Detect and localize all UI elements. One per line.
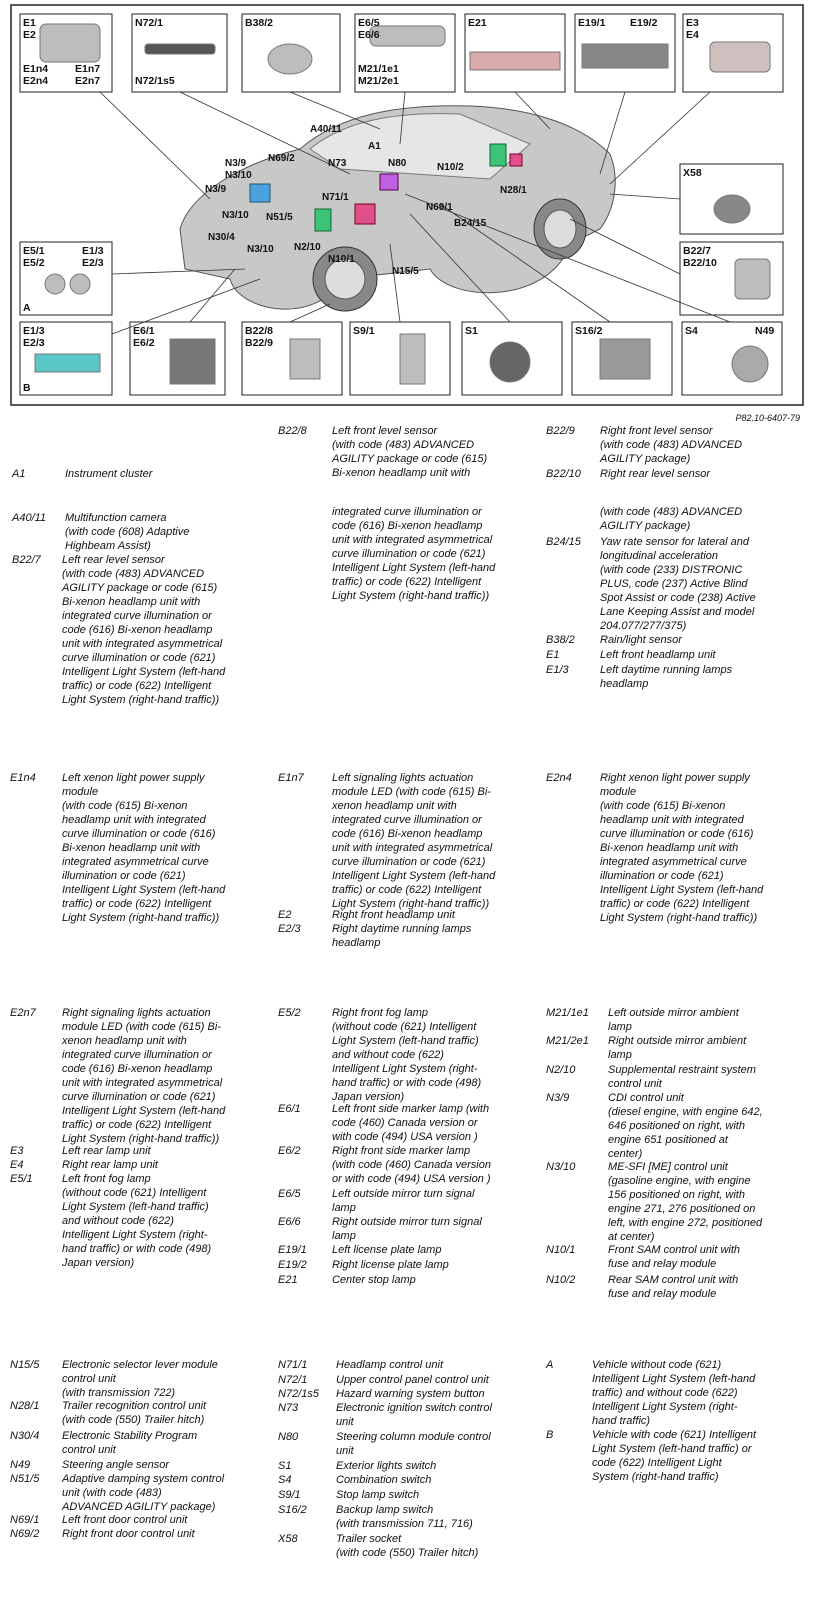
legend-code: E4 [10,1159,24,1171]
legend-code: N10/1 [546,1244,576,1256]
label-N30-4: N30/4 [208,232,235,243]
figure-reference: P82.10-6407-79 [735,413,800,423]
legend-description: Right front door control unit [62,1528,195,1540]
legend-code: E1n4 [10,772,36,784]
label-B24-15: B24/15 [454,218,487,229]
legend-description: Left front fog lamp (without code (621) Intelligent Light System (left-hand traffic) and without code (622) Intelligent Light System (right- hand traffic) or with code (498) Japan version) [62,1173,212,1269]
legend-description: Left xenon light power supply module (with code (615) Bi-xenon headlamp unit with integrated curve illumination or code (616) Bi-xenon headlamp unit with integrated asymmetrical curve illumination or code (621) Intelligent Light System (left-hand traffic) or code (622) Intelligent Light System (right-hand traffic)) [62,772,226,924]
label-B22-10: B22/10 [683,257,717,269]
legend-description: Rear SAM control unit with fuse and relay module [608,1274,739,1300]
legend-description: Right rear level sensor [600,468,711,480]
legend-code: E1 [546,649,560,661]
legend-code: M21/1e1 [546,1007,589,1019]
legend-description: Right front fog lamp (without code (621) Intelligent Light System (left-hand traffic) and without code (622) Intelligent Light System (right- hand traffic) or with code (498) Japan version) [332,1007,482,1103]
legend-description: (with code (483) ADVANCED AGILITY package) [600,506,743,532]
legend-description: Right outside mirror turn signal lamp [332,1216,482,1242]
legend-code: N3/10 [546,1161,576,1173]
legend-code: B [546,1429,554,1441]
legend-description: Left outside mirror turn signal lamp [332,1188,475,1214]
label-N73: N73 [328,158,347,169]
label-N3-10-b: N3/10 [222,210,249,221]
legend-code: N2/10 [546,1064,576,1076]
label-N15-5: N15/5 [392,266,419,277]
legend-code: B22/8 [278,425,307,437]
legend-code: E5/1 [10,1173,33,1185]
legend-description: Right front side marker lamp (with code (460) Canada version or with code (494) USA version ) [332,1145,491,1185]
label-N10-1: N10/1 [328,254,355,265]
legend-description: Stop lamp switch [336,1489,420,1501]
label-N80: N80 [388,158,407,169]
legend-description: Adaptive damping system control unit (with code (483) ADVANCED AGILITY package) [62,1473,225,1513]
label-A1: A1 [368,141,381,152]
legend-description: CDI control unit (diesel engine, with engine 642, 646 positioned on right, with engine 651 positioned at center) [608,1092,763,1160]
legend-description: Right front headlamp unit [332,909,455,921]
legend-description: Left rear level sensor (with code (483) ADVANCED AGILITY package or code (615) Bi-xenon headlamp unit with integrated curve illumination or code (616) Bi-xenon headlamp unit with integrated asymmetrical curve illumination or code (621) Intelligent Light System (left-hand traffic) or code (622) Intelligent Light System (right-hand traffic)) [62,554,226,706]
legend-code: N69/1 [10,1514,40,1526]
label-A40-11: A40/11 [310,124,342,135]
legend-code: S1 [278,1460,292,1472]
legend-description: Hazard warning system button [336,1388,485,1400]
legend-description: Left front side marker lamp (with code (460) Canada version or with code (494) USA version ) [332,1103,490,1143]
legend-description: Backup lamp switch (with transmission 711, 716) [336,1504,473,1530]
legend-description: Headlamp control unit [336,1359,444,1371]
label-N51-5: N51/5 [266,212,293,223]
legend-description: Front SAM control unit with fuse and relay module [608,1244,741,1270]
label-N3-10-a: N3/10 [225,170,252,181]
legend-description: Left daytime running lamps headlamp [600,664,733,690]
legend-code: N72/1s5 [278,1388,319,1400]
legend-code: E19/2 [278,1259,307,1271]
legend-description: Combination switch [336,1474,432,1486]
label-E6-2: E6/2 [133,337,155,349]
legend-code: N15/5 [10,1359,40,1371]
label-E2n4: E2n4 [23,75,49,87]
legend-code: B22/9 [546,425,575,437]
legend-code: N71/1 [278,1359,308,1371]
label-E6-5: E6/5 [358,17,380,29]
label-N10-2: N10/2 [437,162,464,173]
label-S4: S4 [685,325,698,337]
legend-code: S4 [278,1474,292,1486]
label-E3: E3 [686,17,699,29]
legend-description: Left rear lamp unit [62,1145,151,1157]
label-B: B [23,382,31,394]
legend-code: N51/5 [10,1473,40,1485]
label-S16-2: S16/2 [575,325,603,337]
legend-code: B22/10 [546,468,581,480]
label-S1: S1 [465,325,478,337]
legend-description: Yaw rate sensor for lateral and longitudinal acceleration (with code (233) DISTRONIC PLUS, code (237) Active Blind Spot Assist or code (238) Active Lane Keeping Assist and model 204.077/277/375) [600,536,756,632]
legend-code: E6/1 [278,1103,301,1115]
legend-code: A [546,1359,554,1371]
legend-description: Right license plate lamp [332,1259,449,1271]
label-N71-1: N71/1 [322,192,349,203]
legend-description: Supplemental restraint system control unit [608,1064,756,1090]
legend-code: B38/2 [546,634,575,646]
label-X58: X58 [683,167,702,179]
label-E4: E4 [686,29,699,41]
label-N69-2: N69/2 [268,153,295,164]
legend-description: Right rear lamp unit [62,1159,158,1171]
legend-code: E6/2 [278,1145,301,1157]
legend-code: E2n7 [10,1007,36,1019]
legend-description: integrated curve illumination or code (616) Bi-xenon headlamp unit with integrated asymmetrical curve illumination or code (621) Intelligent Light System (left-hand traffic) or code (622) Intelligent Light System (right-hand traffic)) [332,506,496,602]
legend-code: N49 [10,1459,31,1471]
legend-description: Left license plate lamp [332,1244,442,1256]
legend-code: N28/1 [10,1400,40,1412]
label-E21: E21 [468,17,487,29]
label-E2n7: E2n7 [75,75,101,87]
label-N3-9-b: N3/9 [205,184,227,195]
legend-description: Electronic selector lever module control unit (with transmission 722) [62,1359,218,1399]
legend-code: E1n7 [278,772,304,784]
label-B38-2: B38/2 [245,17,274,29]
legend-description: Left signaling lights actuation module LED (with code (615) Bi- xenon headlamp unit with integrated curve illumination or code (616) Bi-xenon headlamp unit with integrated asymmetrical curve illumination or code (621) Intelligent Light System (left-hand traffic) or code (622) Intelligent Light System (right-hand traffic)) [332,772,496,910]
legend-description: Electronic Stability Program control unit [62,1430,198,1456]
label-E6-1: E6/1 [133,325,155,337]
label-E2: E2 [23,29,36,41]
legend-code: E6/5 [278,1188,301,1200]
legend-description: Instrument cluster [65,468,153,480]
label-E2-3-a: E2/3 [82,257,104,269]
legend-description: Rain/light sensor [600,634,682,646]
legend-code: B22/7 [12,554,41,566]
legend-code: S16/2 [278,1504,307,1516]
legend-description: Left outside mirror ambient lamp [608,1007,739,1033]
legend-description: Vehicle with code (621) Intelligent Light System (left-hand traffic) or code (622) Intelligent Light System (right-hand traffic) [592,1429,757,1483]
legend-description: Left front headlamp unit [600,649,716,661]
legend-code: E6/6 [278,1216,301,1228]
legend-description: Vehicle without code (621) Intelligent Light System (left-hand traffic) and without code (622) Intelligent Light System (right- hand traffic) [592,1359,756,1427]
legend-code: B24/15 [546,536,581,548]
legend-description: Left front level sensor (with code (483) ADVANCED AGILITY package or code (615) Bi-xenon headlamp unit with [332,425,488,479]
legend-code: E2/3 [278,923,301,935]
label-M21-1e1: M21/1e1 [358,63,399,75]
label-E1n4: E1n4 [23,63,49,75]
label-E6-6: E6/6 [358,29,380,41]
legend-description: Right outside mirror ambient lamp [608,1035,747,1061]
legend-code: S9/1 [278,1489,301,1501]
legend-code: N72/1 [278,1374,308,1386]
label-M21-2e1: M21/2e1 [358,75,399,87]
legend-code: E2n4 [546,772,572,784]
label-E5-2: E5/2 [23,257,45,269]
label-N3-9-a: N3/9 [225,158,247,169]
label-N72-1s5: N72/1s5 [135,75,175,87]
label-E1-3-a: E1/3 [82,245,104,257]
legend-description: ME-SFI [ME] control unit (gasoline engine, with engine 156 positioned on right, with engine 271, 276 positioned on left, with engine 272, positioned at center) [608,1161,763,1243]
label-N49: N49 [755,325,775,337]
legend-description: Right front level sensor (with code (483) ADVANCED AGILITY package) [600,425,743,465]
label-B22-9: B22/9 [245,337,274,349]
legend-code: N80 [278,1431,299,1443]
legend-code: M21/2e1 [546,1035,589,1047]
legend-code: E5/2 [278,1007,301,1019]
label-E1: E1 [23,17,36,29]
legend-code: E3 [10,1145,24,1157]
label-E1n7: E1n7 [75,63,101,75]
legend-code: N69/2 [10,1528,40,1540]
legend-description: Trailer socket (with code (550) Trailer hitch) [336,1533,479,1559]
legend-description: Electronic ignition switch control unit [336,1402,492,1428]
legend-code: N30/4 [10,1430,40,1442]
label-B22-8: B22/8 [245,325,274,337]
legend-description: Multifunction camera (with code (608) Adaptive Highbeam Assist) [65,512,190,552]
legend-code: X58 [278,1533,298,1545]
legend-description: Steering angle sensor [62,1459,170,1471]
label-B22-7: B22/7 [683,245,712,257]
label-E19-1: E19/1 [578,17,606,29]
legend-code: E1/3 [546,664,569,676]
legend-code: N10/2 [546,1274,576,1286]
legend-code: A1 [12,468,26,480]
label-N72-1: N72/1 [135,17,164,29]
legend-code: E2 [278,909,292,921]
label-E2-3-b: E2/3 [23,337,45,349]
label-E5-1: E5/1 [23,245,45,257]
legend-description: Upper control panel control unit [336,1374,489,1386]
legend-description: Steering column module control unit [336,1431,491,1457]
label-A: A [23,302,31,314]
legend-code: E19/1 [278,1244,307,1256]
legend-code: N73 [278,1402,299,1414]
legend-description: Exterior lights switch [336,1460,437,1472]
label-S9-1: S9/1 [353,325,375,337]
label-E1-3-b: E1/3 [23,325,45,337]
legend-description: Right xenon light power supply module (with code (615) Bi-xenon headlamp unit with integrated curve illumination or code (616) Bi-xenon headlamp unit with integrated asymmetrical curve illumination or code (621) Intelligent Light System (left-hand traffic) or code (622) Intelligent Light System (right-hand traffic)) [600,772,764,924]
legend-code: N3/9 [546,1092,570,1104]
legend-description: Right daytime running lamps headlamp [332,923,472,949]
legend-code: A40/11 [12,512,47,524]
label-E19-2: E19/2 [630,17,658,29]
legend-code: E21 [278,1274,298,1286]
legend-description: Center stop lamp [332,1274,416,1286]
label-N28-1: N28/1 [500,185,527,196]
legend-description: Left front door control unit [62,1514,188,1526]
label-N2-10: N2/10 [294,242,321,253]
label-N3-10-c: N3/10 [247,244,274,255]
label-N69-1: N69/1 [426,202,453,213]
legend-description: Right signaling lights actuation module LED (with code (615) Bi- xenon headlamp unit with integrated curve illumination or code (616) Bi-xenon headlamp unit with integrated asymmetrical curve illumination or code (621) Intelligent Light System (left-hand traffic) or code (622) Intelligent Light System (right-hand traffic)) [62,1007,226,1145]
legend-description: Trailer recognition control unit (with code (550) Trailer hitch) [62,1400,207,1426]
